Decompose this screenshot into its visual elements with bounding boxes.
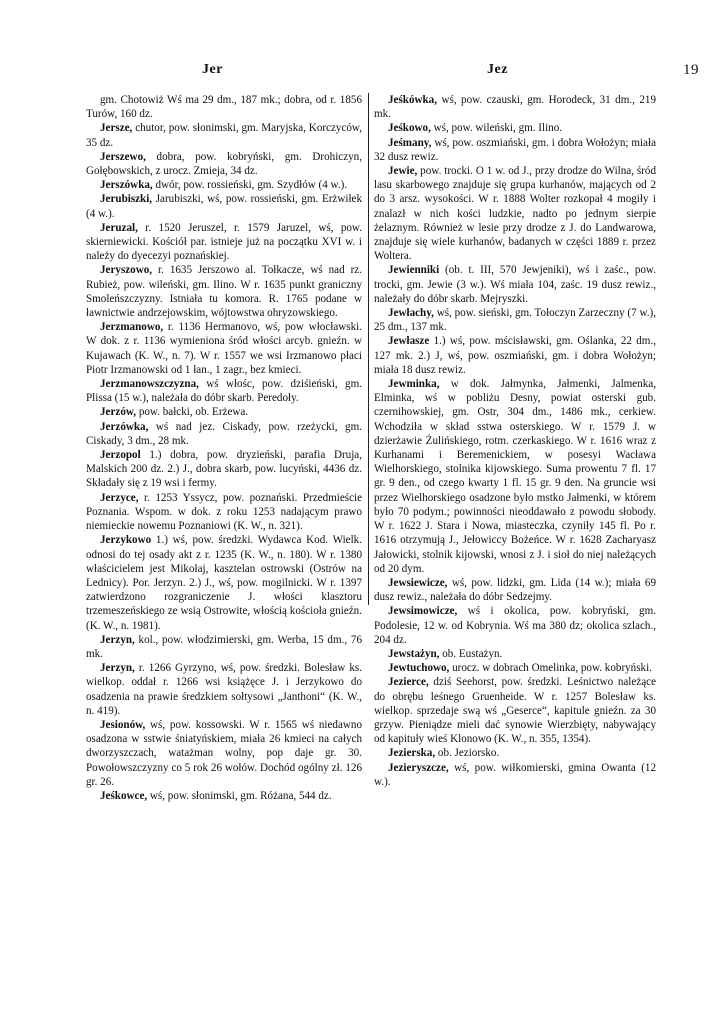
- entry-text: 1.) wś, pow. średzki. Wydawca Kod. Wielk. odnosi do tej osady akt z r. 1235 (K. W., n. 180). W r. 1380 właścicielem jest Mikołaj, kasztelan ostrowski (Ostrów na Lednicy). Por. Jerzyn. 2.) J., wś, pow. mogilnicki. W r. 1397 zatwierdzono rozgraniczenie J. włości klasztoru trzemeszeńskiego ze wsią Ostrowite, włością kościoła gnieźn. (K. W., n. 1981).: [86, 534, 362, 632]
- entry-headword: Jeśkowo,: [388, 122, 431, 135]
- entry-text: chutor, pow. słonimski, gm. Maryjska, Korczyców, 35 dz.: [86, 122, 362, 149]
- entry-text: kol., pow. włodzimierski, gm. Werba, 15 dm., 76 mk.: [86, 633, 362, 660]
- entry-headword: Jerzyn,: [100, 633, 135, 646]
- entry-text: r. 1253 Yssycz, pow. poznański. Przedmieście Poznania. Wspom. w dok. z roku 1253 nadającym prawo niemieckie nowemu Poznaniowi (K. W., n. 321).: [86, 491, 362, 533]
- dictionary-entry: [374, 306, 656, 334]
- dictionary-entry: [86, 377, 362, 405]
- dictionary-entry: [374, 136, 656, 164]
- right-column: [374, 93, 656, 789]
- entry-text: wś, pow. wiłkomierski, gmina Owanta (12 w.).: [374, 761, 656, 788]
- dictionary-entry: [374, 93, 656, 121]
- entry-text: urocz. w dobrach Omelinka, pow. kobryński.: [449, 662, 652, 675]
- dictionary-entry: [86, 192, 362, 220]
- entry-text: wś włośc, pow. dziśieński, gm. Plissa (15 w.), należała do dóbr skarb. Peredoły.: [86, 378, 362, 405]
- column-divider: [368, 93, 369, 605]
- entry-headword: Jezierce,: [388, 676, 429, 689]
- entry-headword: Jewtuchowo,: [388, 662, 450, 675]
- entry-text: wś, pow. słonimski, gm. Różana, 544 dz.: [147, 789, 332, 802]
- entry-headword: Jewsiewicze,: [388, 576, 448, 589]
- dictionary-entry: [86, 93, 362, 121]
- entry-text: r. 1520 Jeruszel, r. 1579 Jaruzel, wś, pow. skierniewicki. Kościół par. istnieje już na początku XVI w. i należy do dyecezyi poznańskiej.: [86, 221, 362, 263]
- dictionary-entry: [86, 263, 362, 320]
- dictionary-entry: [374, 121, 656, 135]
- entry-headword: Jersze,: [100, 122, 133, 135]
- dictionary-entry: [374, 263, 656, 306]
- dictionary-entry: [86, 718, 362, 789]
- dictionary-entry: [374, 647, 656, 661]
- entry-text: dobra, pow. kobryński, gm. Drohiczyn, Gołębowskich, z urocz. Zmieja, 34 dz.: [86, 150, 362, 178]
- entry-headword: Jesionów,: [100, 718, 146, 731]
- entry-headword: Jewie,: [388, 165, 418, 178]
- entry-headword: Jewsimowicze,: [388, 605, 458, 618]
- entry-text: 1.) dobra, pow. dryzieński, parafia Druja, Malskich 200 dz. 2.) J., dobra skarb, pow. lucyński, 4436 dz. Składały się z 19 wsi i fermy.: [86, 449, 362, 490]
- entry-headword: Jerzów,: [100, 406, 137, 419]
- entry-headword: Jerzmanowo,: [100, 321, 164, 334]
- entry-headword: Jeryszowo,: [100, 264, 153, 277]
- entry-headword: Jewstażyn,: [388, 647, 440, 660]
- entry-headword: Jeśmany,: [388, 136, 432, 149]
- entry-headword: Jeśkówka,: [388, 94, 438, 106]
- entry-headword: Jerzówka,: [100, 420, 149, 433]
- entry-text: dziś Seehorst, pow. średzki. Leśnictwo należące do obrębu leśnego Gruenheide. W r. 1257 Bolesław ks. wielkop. sprzedaje swą wś „Geserce“, kapitule gnieźn. za 30 grzyw. Pieniądze mieli dać synowie Wierzbięty, nabywający od kapituły wieś Klonowo (K. W., n. 355, 1354).: [374, 676, 656, 746]
- entry-text: wś, pow. lidzki, gm. Lida (14 w.); miała 69 dusz rewiz., należała do dóbr Sedzejmy.: [374, 576, 656, 604]
- entry-headword: Jezieryszcze,: [388, 761, 449, 774]
- dictionary-entry: [86, 491, 362, 534]
- dictionary-entry: [86, 661, 362, 718]
- dictionary-entry: [86, 221, 362, 264]
- entry-text: r. 1136 Hermanovo, wś, pow włocławski. W dok. z r. 1136 wymieniona śród włości arcyb. gnieźn. w Kujawach (K. W., n. 7). W r. 1557 we wsi Irzmanowo płaci Piotr Irzmanowski od 1 łan., 1 zagr., bez kmieci.: [86, 321, 362, 376]
- entry-text: dwór, pow. rossieński, gm. Szydłów (4 w.).: [152, 179, 348, 192]
- dictionary-entry: [374, 604, 656, 647]
- entry-text: wś, pow. sieński, gm. Tołoczyn Zarzeczny (7 w.), 25 dm., 137 mk.: [374, 307, 656, 334]
- dictionary-entry: [86, 121, 362, 149]
- dictionary-entry: [86, 448, 362, 491]
- entry-text: wś, pow. czauski, gm. Horodeck, 31 dm., 219 mk.: [374, 94, 656, 121]
- dictionary-entry: [86, 405, 362, 419]
- entry-text: 1.) wś, pow. mścisławski, gm. Oślanka, 22 dm., 127 mk. 2.) J, wś, pow. oszmiański, gm. i dobra Wołożyn; miała 18 dusz rewiz.: [374, 335, 656, 376]
- dictionary-entry: [374, 164, 656, 263]
- dictionary-entry: [374, 576, 656, 604]
- dictionary-entry: [374, 746, 656, 760]
- dictionary-entry: [374, 334, 656, 377]
- dictionary-entry: [374, 761, 656, 789]
- dictionary-entry: [86, 633, 362, 661]
- entry-text: Jarubiszki, wś, pow. rossieński, gm. Erżwiłek (4 w.).: [86, 193, 362, 220]
- entry-headword: Jerzyce,: [100, 491, 139, 504]
- entry-headword: Jewłasze: [388, 335, 430, 348]
- running-head-left: Jer: [202, 62, 223, 77]
- dictionary-entry: [86, 789, 362, 803]
- entry-headword: Jerzyn,: [100, 662, 135, 675]
- entry-headword: Jerzykowo: [100, 534, 152, 547]
- entry-headword: Jewminka,: [388, 378, 440, 391]
- entry-text: ob. Jeziorsko.: [435, 747, 500, 760]
- entry-headword: Jeśkowce,: [100, 789, 148, 802]
- entry-headword: Jerszewo,: [100, 150, 146, 163]
- entry-headword: Jerszówka,: [100, 179, 153, 192]
- entry-headword: Jeruzal,: [100, 221, 138, 234]
- dictionary-entry: [86, 420, 362, 448]
- entry-text: wś, pow. oszmiański, gm. i dobra Wołożyn; miała 32 dusz rewiz.: [374, 136, 656, 163]
- entry-text: wś i okolica, pow. kobryński, gm. Podolesie, 12 w. od Kobrynia. Wś ma 380 dz; okolica szlach., 204 dz.: [374, 605, 656, 646]
- entry-text: pow. bałcki, ob. Erżewa.: [136, 406, 249, 419]
- entry-text: ob. Eustażyn.: [439, 647, 503, 660]
- entry-text: r. 1635 Jerszowo al. Tołkacze, wś nad rz. Rubież, pow. wileński, gm. Ilino. W r. 1635 punkt graniczny Smoleńszczyzny. Istniała tu komora. R. 1765 podane w ławnictwie andrzejowskim, wójtowstwa ohryzowskiego.: [86, 264, 362, 320]
- dictionary-entry: [86, 178, 362, 192]
- left-column: [86, 93, 362, 803]
- entry-text: wś, pow. wileński, gm. Ilino.: [430, 122, 563, 135]
- dictionary-entry: [374, 675, 656, 746]
- entry-headword: Jezierska,: [388, 747, 436, 760]
- entry-text: (ob. t. III, 570 Jewjeniki), wś i zaśc., pow. trocki, gm. Jewie (3 w.). Wś miała 104, zaśc. 19 dusz rewiz., należały do dóbr skarb. Mejryszki.: [374, 264, 656, 305]
- running-head-right: Jez: [487, 62, 508, 77]
- entry-headword: Jewienniki: [388, 264, 440, 277]
- dictionary-entry: [374, 377, 656, 576]
- entry-headword: Jerzmanowszczyzna,: [100, 378, 199, 391]
- entry-headword: Jerubiszki,: [100, 193, 153, 206]
- entry-text: pow. trocki. O 1 w. od J., przy drodze do Wilna, śród lasu skarbowego znajduje się grupa kurhanów, mających od 2 do 3 arsz. wysokości. W r. 1888 Wolter rozkopał 4 mogiły i znalazł w nich kości ludzkie, nadto po jednym sierpie żelaznym. Również w lesie przy drodze z J. do Landwarowa, znajduje się wiele kurhanów, badanych w części 1889 r. przez Woltera.: [374, 165, 656, 263]
- entry-text: wś nad jez. Ciskady, pow. rzeżycki, gm. Ciskady, 3 dm., 28 mk.: [86, 420, 362, 447]
- entry-text: wś, pow. kossowski. W r. 1565 wś niedawno osadzona w sstwie śniatyńskiem, miała 26 kmieci na całych dworzyszczach, watażman wolny, pop daje gr. 30. Powołowszczyzny co 5 rok 26 wołów. Dochód ogólny zł. 126 gr. 26.: [86, 718, 362, 788]
- entry-text: gm. Chotowiż Wś ma 29 dm., 187 mk.; dobra, od r. 1856 Turów, 160 dz.: [86, 94, 362, 121]
- dictionary-entry: [374, 661, 656, 675]
- dictionary-entry: [86, 320, 362, 377]
- entry-text: w dok. Jałmynka, Jałmenki, Jalmenka, Elminka, wś w pobliżu Desny, powiat osterski gub. czernihowskiej, gm. Ostr, 304 dm., 1486 mk., cerkiew. Wchodziła w skład sstwa osterskiego. W r. 1579 J. w dzierżawie Żulińskiego, rotm. czerkaskiego. W r. 1616 wraz z Kurhanami i Beremenickiem, w posesyi Wacława Wielhorskiego, stolnika kijowskiego. Suma prowentu 7 fl. 17 gr. 9 den., od czego kwarty 1 fl. 15 gr. 9 den. Na gruncie wsi przez Wielhorskiego osadzone było mstko Jałmenki, w którem było 70 podym.; powinności nieoddawało z powodu słobody. W r. 1622 J. Stara i Nowa, miasteczka, czyniły 145 fl. Po r. 1616 otrzymują J., Jełowiccy Bożeńce. W r. 1628 Zacharyasz Jałowicki, stolnik kijowski, wnosi z J. i sioł do niej należących od 20 dym.: [374, 378, 656, 575]
- entry-text: r. 1266 Gyrzyno, wś, pow. średzki. Bolesław ks. wielkop. oddał r. 1266 wsi książęce J. i Jerzykowo do osadzenia na prawie średzkiem sołtysowi „Janthoni“ (K. W., n. 419).: [86, 662, 362, 717]
- entry-headword: Jewłachy,: [388, 307, 434, 320]
- dictionary-entry: [86, 533, 362, 632]
- entry-headword: Jerzopol: [100, 449, 141, 462]
- dictionary-entry: [86, 150, 362, 178]
- page-number: 19: [683, 62, 699, 78]
